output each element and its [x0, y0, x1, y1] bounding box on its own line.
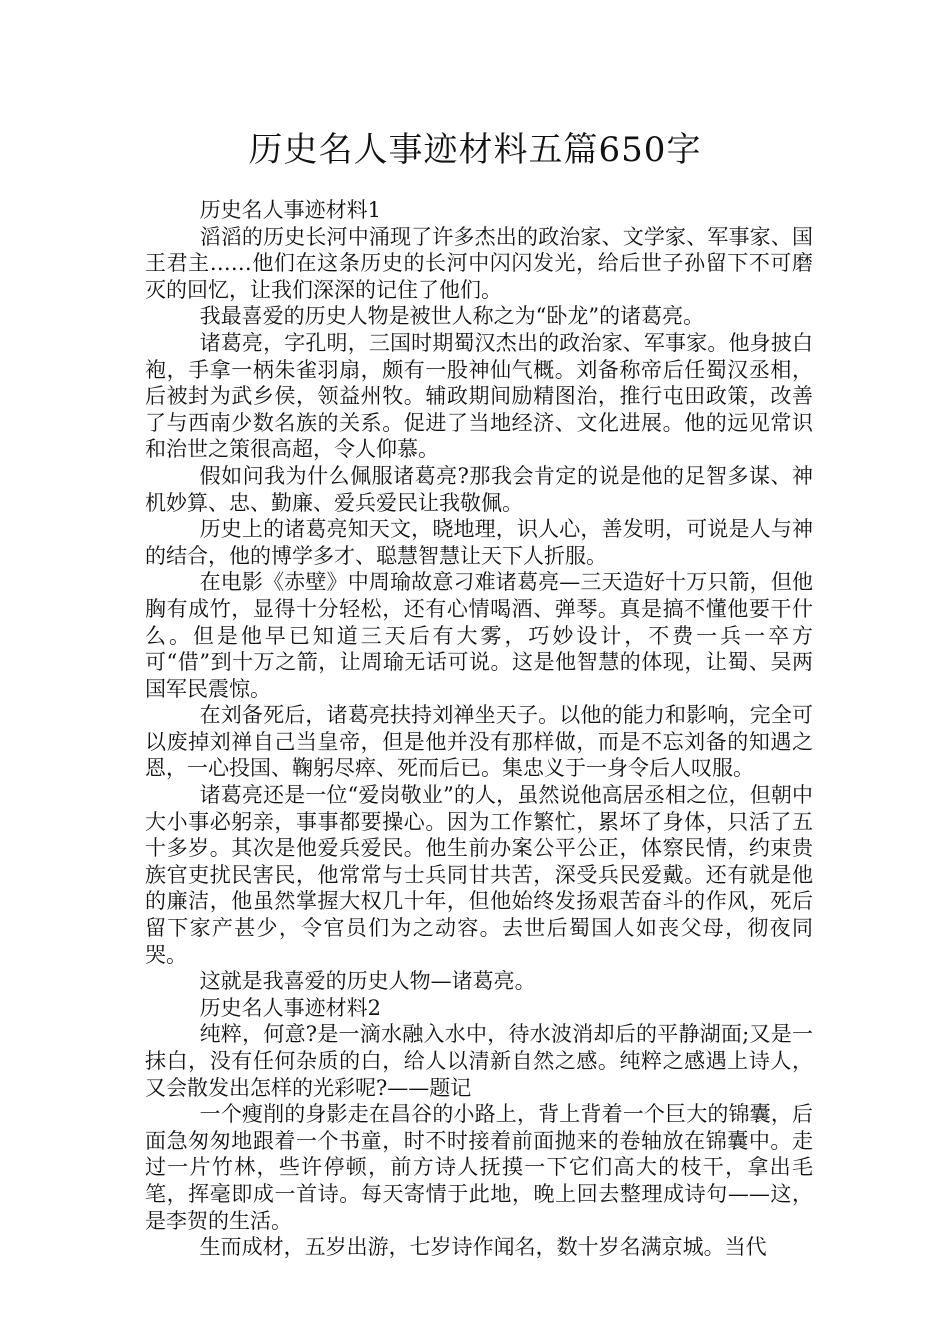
paragraph: 滔滔的历史长河中涌现了许多杰出的政治家、文学家、军事家、国王君主……他们在这条历史的长河中闪闪发光，给后世子孙留下不可磨灭的回忆，让我们深深的记住了他们。 [145, 224, 813, 302]
paragraph: 在电影《赤壁》中周瑜故意刁难诸葛亮—三天造好十万只箭，但他胸有成竹，显得十分轻松，还有心情喝酒、弹琴。真是搞不懂他要干什么。但是他早已知道三天后有大雾，巧妙设计，不费一兵一卒方可“借”到十万之箭，让周瑜无话可说。这是他智慧的体现，让蜀、吴两国军民震惊。 [145, 570, 813, 701]
paragraph: 历史上的诸葛亮知天文，晓地理，识人心，善发明，可说是人与神的结合，他的博学多才、聪慧智慧让天下人折服。 [145, 517, 813, 568]
paragraph: 我最喜爱的历史人物是被世人称之为“卧龙”的诸葛亮。 [199, 304, 705, 329]
paragraph: 在刘备死后，诸葛亮扶持刘禅坐天子。以他的能力和影响，完全可以废掉刘禅自己当皇帝，但是他并没有那样做，而是不忘刘备的知遇之恩，一心投国、鞠躬尽瘁、死而后已。集忠义于一身令后人叹服。 [145, 703, 813, 781]
paragraph: 这就是我喜爱的历史人物—诸葛亮。 [199, 969, 536, 994]
document-body [145, 197, 813, 1261]
paragraph: 纯粹，何意?是一滴水融入水中，待水波消却后的平静湖面;又是一抹白，没有任何杂质的白，给人以清新自然之感。纯粹之感遇上诗人，又会散发出怎样的光彩呢?——题记 [145, 1022, 813, 1100]
paragraph: 一个瘦削的身影走在昌谷的小路上，背上背着一个巨大的锦囊，后面急匆匆地跟着一个书童，时不时接着前面抛来的卷轴放在锦囊中。走过一片竹林，些许停顿，前方诗人抚摸一下它们高大的枝干，拿出毛笔，挥毫即成一首诗。每天寄情于此地，晚上回去整理成诗句——这，是李贺的生活。 [145, 1102, 813, 1233]
section-heading-1: 历史名人事迹材料1 [199, 198, 381, 222]
section-heading-2: 历史名人事迹材料2 [199, 995, 381, 1020]
document-title: 历史名人事迹材料五篇650字 [248, 130, 702, 170]
paragraph: 假如问我为什么佩服诸葛亮?那我会肯定的说是他的足智多谋、神机妙算、忠、勤廉、爱兵爱民让我敬佩。 [145, 463, 813, 515]
paragraph: 生而成材，五岁出游，七岁诗作闻名，数十岁名满京城。当代 [199, 1235, 767, 1260]
paragraph: 诸葛亮，字孔明，三国时期蜀汉杰出的政治家、军事家。他身披白袍，手拿一柄朱雀羽扇，颇有一股神仙气概。刘备称帝后任蜀汉丞相，后被封为武乡侯，领益州牧。辅政期间励精图治，推行屯田政策，改善了与西南少数名族的关系。促进了当地经济、文化进展。他的远见常识和治世之策很高超，令人仰慕。 [145, 330, 813, 462]
paragraph: 诸葛亮还是一位“爱岗敬业”的人，虽然说他高居丞相之位，但朝中大小事必躬亲，事事都要操心。因为工作繁忙，累坏了身体，只活了五十多岁。其次是他爱兵爱民。他生前办案公平公正，体察民情，约束贵族官吏扰民害民，他常常与士兵同甘共苦，深受兵民爱戴。还有就是他的廉洁，他虽然掌握大权几十年，但他始终发扬艰苦奋斗的作风，死后留下家产甚少，令官员们为之动容。去世后蜀国人如丧父母，彻夜同哭。 [145, 783, 813, 967]
